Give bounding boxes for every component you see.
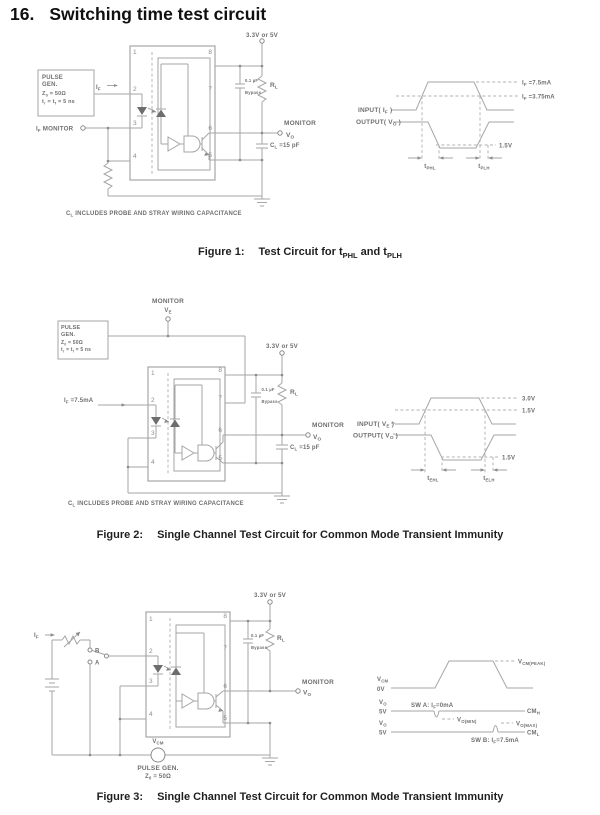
figure3-caption: [0, 791, 600, 803]
switch-b-condition-label: SW B: $I_F=7.5mA$: [471, 738, 519, 745]
bypass-cap-name: Bypass: [245, 90, 262, 95]
figure2-caption-number: Figure 2:: [96, 529, 144, 541]
output-waveform: [396, 122, 514, 148]
pulse-gen-risetime: $t_r = t_f = 5$ ns: [42, 99, 75, 106]
pin-4: 4: [151, 459, 155, 466]
resistor-rl: [278, 383, 286, 405]
output-trace-label: OUTPUT( $V_O$ ): [356, 119, 402, 127]
if-current-label: $I_F$: [34, 633, 39, 640]
section-heading: [10, 4, 266, 25]
output-waveform: [395, 435, 516, 460]
switch-b-label: B: [95, 648, 100, 655]
pin-2: 2: [151, 397, 155, 404]
switch-contact-b: [88, 648, 92, 652]
load-capacitor-cl: [276, 435, 288, 463]
monitor-label: MONITOR: [312, 422, 344, 429]
ground-icon: [262, 755, 278, 765]
pulse-gen-label-1: PULSE: [42, 75, 64, 81]
tplh-label: $t_{PLH}$: [478, 164, 490, 171]
cmh-label: $CM_H$: [527, 709, 541, 716]
if-monitor-terminal: [81, 126, 85, 130]
figure2-caption: [0, 529, 600, 541]
pin-1: 1: [149, 616, 153, 623]
pin-3: 3: [151, 430, 155, 437]
pin-2: 2: [149, 648, 153, 655]
fig2-devices: [122, 403, 181, 427]
cml-label: $CM_L$: [527, 730, 540, 737]
zero-volt-label: 0V: [377, 687, 385, 693]
cl-value-label: $C_L =15$ pF: [290, 445, 320, 452]
pin-5: 5: [208, 152, 212, 159]
figure1-caption-text: Test Circuit for $t_{PHL}$ and $t_{PLH}$: [258, 246, 402, 261]
pin-7: 7: [208, 86, 212, 93]
ve-label: $V_E$: [164, 308, 172, 315]
fig3-reference-lines: [442, 661, 515, 723]
ve-monitor-terminal: [166, 317, 170, 321]
supply-terminal: [260, 39, 264, 43]
vcm-label: $V_{CM}$: [152, 739, 164, 746]
bypass-cap-value: 0.1 µF: [245, 78, 259, 83]
bypass-capacitor: [251, 375, 261, 463]
telh-label: $t_{ELH}$: [483, 476, 495, 483]
bypass-cap-value: 0.1 µF: [251, 633, 265, 638]
battery: [45, 640, 59, 755]
resistor-rl: [266, 629, 274, 651]
switch-a-label: A: [95, 660, 100, 667]
vo-label: $V_O$: [313, 434, 322, 442]
ground-icon: [274, 493, 290, 503]
vo-a-label: $V_O$: [379, 700, 387, 707]
five-volt-b-label: 5V: [379, 730, 387, 737]
vcm-waveform: [391, 661, 533, 688]
pulse-gen-label-2: GEN.: [42, 82, 58, 88]
bypass-cap-value: 0.1 µF: [261, 387, 275, 392]
output-waveform-sw-a: [391, 711, 525, 717]
input-trace-label: INPUT( $V_E$ ): [357, 421, 395, 429]
pin-8: 8: [223, 613, 227, 620]
vo-max-label: $V_{O(MAX)}$: [516, 721, 538, 728]
fig3-devices: [51, 632, 224, 712]
section-number: 16.: [10, 4, 35, 24]
rl-label: $R_L$: [290, 389, 298, 397]
vo-monitor-terminal: [306, 433, 310, 437]
figure1-caption-number: Figure 1:: [198, 246, 245, 258]
fig2-pin-numbers: [151, 367, 222, 466]
led-icon: [153, 665, 163, 673]
ground-icon: [254, 196, 270, 206]
fig2-circuit-schematic: [40, 293, 360, 518]
pulse-gen-label: PULSE GEN.: [137, 765, 179, 772]
resistor-rl: [258, 76, 266, 102]
optocoupler-package-outline: [148, 367, 225, 481]
photodiode-wiring: [156, 64, 188, 144]
pin-8: 8: [208, 49, 212, 56]
figure3-caption-number: Figure 3:: [96, 791, 144, 803]
output-waveform-sw-b: [391, 726, 525, 733]
switch-contact-a: [88, 660, 92, 664]
pulse-gen-risetime: $t_r = t_f = 5$ ns: [61, 347, 92, 354]
load-capacitor-cl: [256, 133, 268, 160]
if-monitor-label: $I_F$ MONITOR: [36, 125, 74, 133]
fig2-timing-diagram: [353, 373, 600, 498]
photodiode-wiring: [170, 385, 202, 453]
detector-die-outline: [158, 58, 210, 170]
mid-level-label: 1.5V: [522, 408, 536, 415]
and-gate: [198, 693, 214, 709]
supply-voltage-label: 3.3V or 5V: [266, 343, 298, 350]
pin-4: 4: [149, 711, 153, 718]
output-transistor: [214, 691, 230, 723]
figure3-caption-text: Single Channel Test Circuit for Common Mode Transient Immunity: [157, 791, 504, 803]
pulse-gen-impedance: $Z_0 = 50\Omega$: [144, 774, 172, 781]
vo-b-label: $V_O$: [379, 721, 387, 728]
pulse-gen-label-2: GEN.: [61, 332, 76, 338]
tehl-label: $t_{EHL}$: [427, 476, 439, 483]
output-threshold-label: 1.5V: [502, 455, 516, 462]
supply-terminal: [268, 600, 272, 604]
switch-a-condition-label: SW A: $I_F=0mA$: [411, 703, 454, 710]
tphl-label: $t_{PHL}$: [424, 164, 436, 171]
input-trace-label: INPUT( $I_F$ ): [358, 107, 393, 115]
fig1-waveforms: [391, 82, 514, 148]
output-threshold-label: 1.5V: [499, 143, 513, 150]
led-icon: [137, 107, 147, 115]
pin-8: 8: [218, 367, 222, 374]
pin-6: 6: [223, 683, 227, 690]
photodiode-icon: [170, 420, 180, 428]
pulse-gen-impedance: $Z_0 = 50\Omega$: [61, 340, 83, 347]
vo-label: $V_O$: [303, 689, 312, 697]
pulse-gen-impedance: $Z_0 = 50\Omega$: [42, 91, 66, 98]
five-volt-a-label: 5V: [379, 709, 387, 716]
vcm-trace-label: $V_{CM}$: [377, 677, 389, 684]
vo-monitor-terminal: [296, 689, 300, 693]
pin-7: 7: [223, 645, 227, 652]
if-current-label: $I_F$: [96, 85, 101, 92]
vcm-peak-label: $V_{CM(PEAK)}$: [518, 659, 546, 666]
vo-monitor-terminal: [278, 131, 282, 135]
fig3-junctions: [89, 620, 272, 757]
bypass-cap-name: Bypass: [261, 399, 278, 404]
monitor-resistor: [104, 163, 112, 189]
switch-pole: [105, 654, 109, 658]
and-gate: [184, 136, 200, 152]
pin-1: 1: [151, 370, 155, 377]
buffer-gate: [182, 694, 194, 708]
buffer-gate: [182, 446, 194, 460]
pin-6: 6: [208, 125, 212, 132]
if-high-level-label: $I_F =7.5mA$: [522, 80, 552, 87]
pulse-gen-label-1: PULSE: [61, 325, 81, 331]
pin-7: 7: [218, 395, 222, 402]
buffer-gate: [168, 137, 180, 151]
photodiode-icon: [171, 668, 181, 676]
supply-voltage-label: 3.3V or 5V: [254, 592, 286, 599]
detector-die-outline: [176, 625, 225, 727]
pin-5: 5: [223, 715, 227, 722]
high-level-label: 3.0V: [522, 396, 536, 403]
section-title: Switching time test circuit: [49, 4, 267, 24]
fig1-timing-diagram: [356, 58, 596, 193]
pin-5: 5: [218, 455, 222, 462]
rl-label: $R_L$: [277, 635, 285, 643]
supply-voltage-label: 3.3V or 5V: [246, 32, 278, 39]
bypass-cap-name: Bypass: [251, 645, 268, 650]
pin-1: 1: [133, 49, 137, 56]
pin-4: 4: [133, 153, 137, 160]
if-current-label: $I_F =7.5mA$: [64, 398, 94, 405]
figure2-caption-text: Single Channel Test Circuit for Common Mode Transient Immunity: [157, 529, 504, 541]
fig3-timing-diagram: [343, 623, 600, 773]
vo-min-label: $V_{O(MIN)}$: [457, 717, 477, 724]
fig2-waveforms: [391, 398, 516, 460]
rl-label: $R_L$: [270, 82, 278, 90]
pin-3: 3: [149, 678, 153, 685]
cl-note: $C_L$ INCLUDES PROBE AND STRAY WIRING CAPACITANCE: [68, 501, 244, 508]
monitor-top-label: MONITOR: [152, 298, 184, 305]
pin-3: 3: [133, 120, 137, 127]
pin-2: 2: [133, 86, 137, 93]
vo-label: $V_O$: [286, 132, 295, 140]
input-waveform: [395, 398, 516, 424]
cl-value-label: $C_L =15$ pF: [270, 143, 300, 150]
and-gate: [198, 445, 214, 461]
if-mid-level-label: $I_F =3.75mA$: [522, 94, 555, 101]
fig1-circuit-schematic: [30, 28, 330, 228]
output-trace-label: OUTPUT( $V_O$ ): [353, 432, 399, 440]
pin-6: 6: [218, 427, 222, 434]
cl-note: $C_L$ INCLUDES PROBE AND STRAY WIRING CAPACITANCE: [66, 211, 242, 218]
vcm-pulse-source: [151, 748, 165, 762]
bypass-capacitor: [235, 66, 245, 160]
figure1-caption: [0, 246, 600, 260]
supply-terminal: [280, 351, 284, 355]
monitor-label: MONITOR: [302, 679, 334, 686]
fig3-circuit-schematic: [18, 583, 338, 788]
monitor-label: MONITOR: [284, 120, 316, 127]
led-icon: [151, 417, 161, 425]
